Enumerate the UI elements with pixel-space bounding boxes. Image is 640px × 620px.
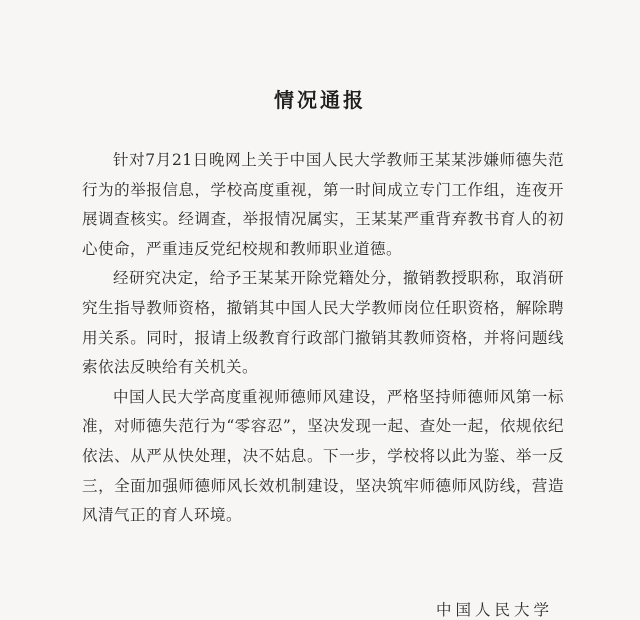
document-body bbox=[82, 146, 564, 531]
document-title: 情况通报 bbox=[274, 88, 366, 112]
paragraph-commitment: 中国人民大学高度重视师德师风建设，严格坚持师德师风第一标准，对师德失范行为“零容忍”，坚决发现一起、查处一起，依规依纪依法、从严从快处理，决不姑息。下一步，学校将以此为鉴、举一反三，全面加强师德师风长效机制建设，坚决筑牢师德师风防线，营造风清气正的育人环境。 bbox=[82, 387, 564, 525]
issuer-signature: 中国人民大学 bbox=[436, 601, 554, 619]
paragraph-investigation: 针对7月21日晚网上关于中国人民大学教师王某某涉嫌师德失范行为的举报信息，学校高度重视，第一时间成立专门工作组，连夜开展调查核实。经调查，举报情况属实，王某某严重背弃教书育人的初心使命，严重违反党纪校规和教师职业道德。 bbox=[82, 151, 564, 258]
paragraph-decision: 经研究决定，给予王某某开除党籍处分，撤销教授职称，取消研究生指导教师资格，撤销其中国人民大学教师岗位任职资格，解除聘用关系。同时，报请上级教育行政部门撤销其教师资格，并将问题线索依法反映给有关机关。 bbox=[82, 269, 564, 377]
